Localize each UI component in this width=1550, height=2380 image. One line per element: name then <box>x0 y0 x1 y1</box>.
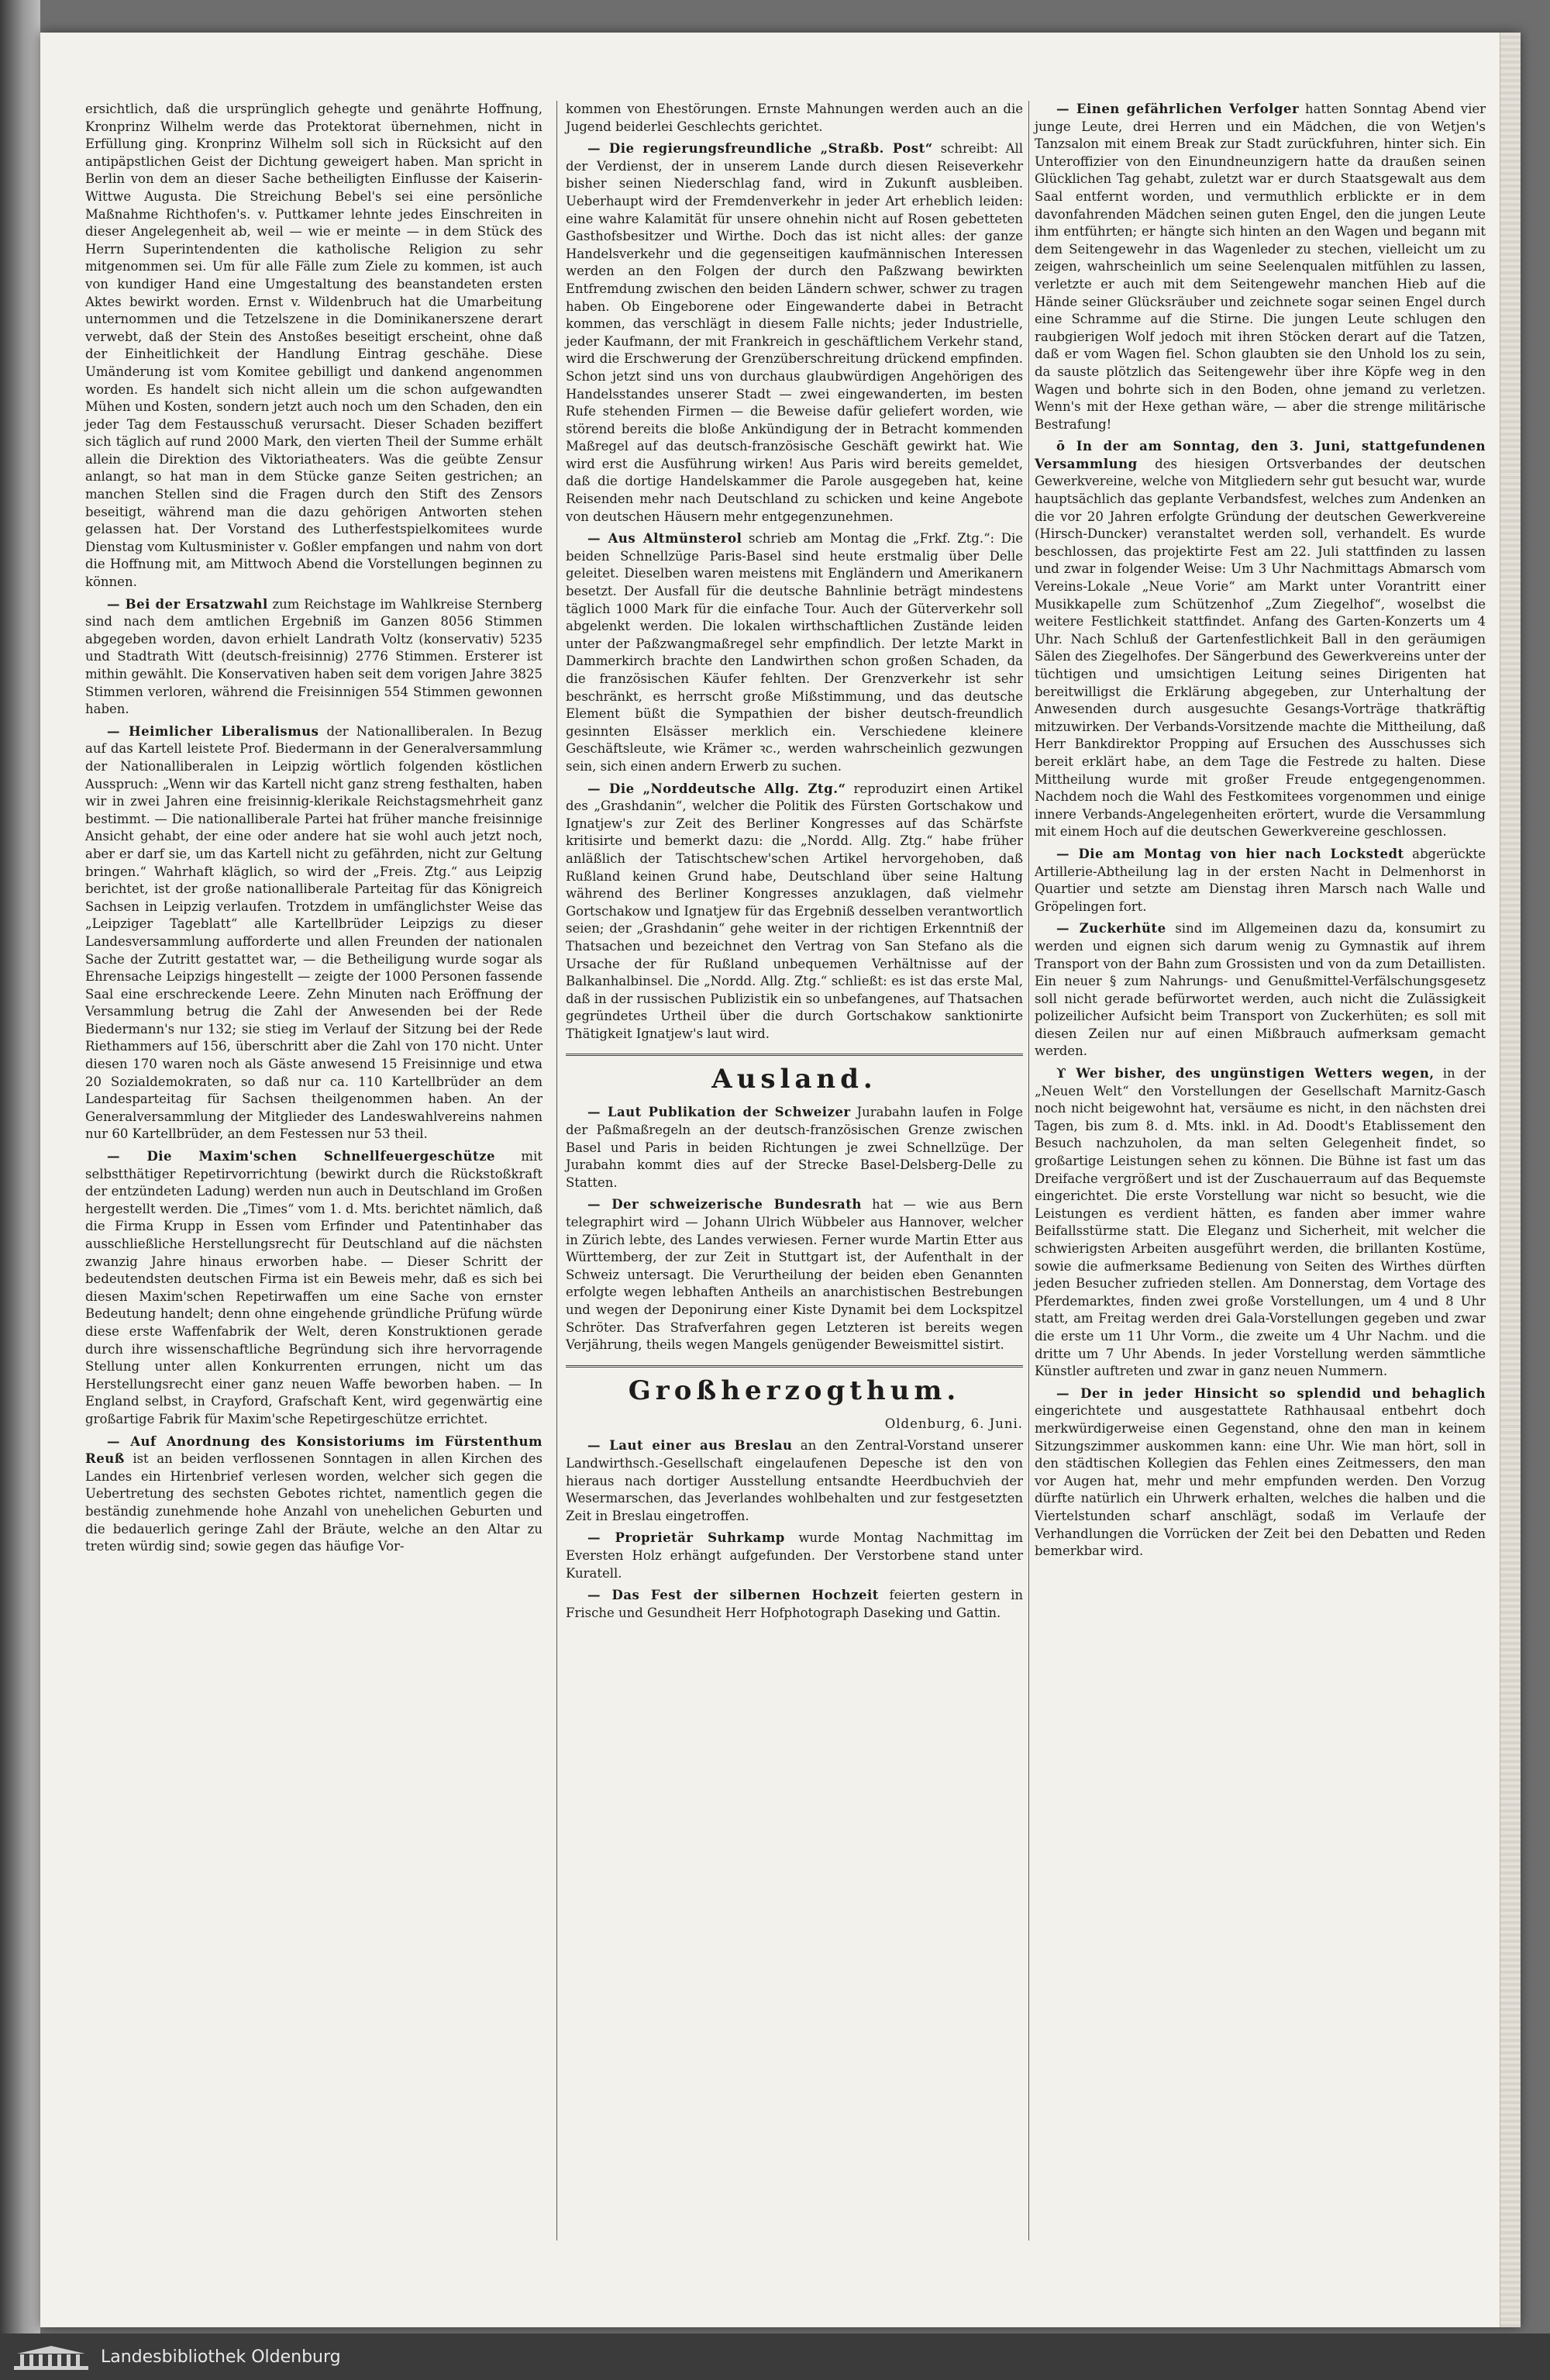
article-text: des hiesigen Ortsverbandes der deutschen Gewerkvereine, welche von Mitgliedern sehr gut besucht war, wurde hauptsächlich das geplante Verbandsfest, welches zum Andenken an die vor 20 Jahren erfolgte Gründung der deutschen Gewerkvereine (Hirsch-Duncker) veranstaltet werden soll, verhandelt. Es wurde beschlossen, das projektirte Fest am 22. Juli stattfinden zu lassen und zwar in folgender Weise: Um 3 Uhr Nachmittags Abmarsch vom Vereins-Lokale „Neue Vorie“ am Markt unter Vorantritt einer Musikkapelle zum Schützenhof „Zum Ziegelhof“, woselbst die weitere Festlichkeit stattfindet. Anfang des Garten-Konzerts um 4 Uhr. Nach Schluß der Gartenfestlichkeit Ball in den geräumigen Sälen des Ziegelhofes. Der Sängerbund des Gewerkvereins unter der tüchtigen und umsichtigen Leitung seines Dirigenten hat bereitwilligst die Erklärung abgegeben, zur Unterhaltung der Anwesenden durch ausgesuchte Gesangs-Vorträge thatkräftig mitzuwirken. Der Verbands-Vorsitzende machte die Mittheilung, daß Herr Bankdirektor Propping auf Ersuchen des Ausschusses sich bereit erklärt habe, an dem Tage die Festrede zu halten. Diese Mittheilung wurde mit großer Freude entgegengenommen. Nachdem noch die Wahl des Festkomitees vorgenommen und einige innere Verbands-Angelegenheiten erörtert, wurde die Versammlung mit einem Hoch auf die deutschen Gewerkvereine geschlossen. <box>1035 456 1486 840</box>
article-paragraph <box>566 530 1023 775</box>
article-text: der Nationalliberalen. In Bezug auf das Kartell leistete Prof. Biedermann in der Generalversammlung der Nationalliberalen in Leipzig wörtlich folgenden köstlichen Ausspruch: „Wenn wir das Kartell nicht ganz streng festhalten, haben wir in zwei Jahren eine freisinnig-klerikale Reichstagsmehrheit ganz bestimmt. — Die nationalliberale Partei hat früher manche freisinnige Ansicht gehabt, der eine oder andere hat sie wohl auch jetzt noch, aber er darf sie, um das Kartell nicht zu gefährden, nicht zur Geltung bringen.“ Wahrhaft kläglich, so wird der „Freis. Ztg.“ aus Leipzig berichtet, ist der große nationalliberale Parteitag für das Königreich Sachsen in Leipzig verlaufen. Trotzdem in umfänglichster Weise das „Leipziger Tageblatt“ alle Kartellbrüder Leipzigs zu dieser Landesversammlung aufforderte und allen Freunden der nationalen Sache der Zutritt gestattet war, — die Betheiligung wurde sogar als Ehrensache Leipzigs hingestellt — zeigte der 1000 Personen fassende Saal eine erschreckende Leere. Zehn Minuten nach Eröffnung der Versammlung betrug die Zahl der Anwesenden bei der Rede Biedermann's nur 132; sie stieg im Verlauf der Sitzung bei der Rede Riethammers auf 156, überschritt aber die Zahl von 170 nicht. Unter diesen 170 waren noch als Gäste anwesend 15 Freisinnige und etwa 20 Sozialdemokraten, so daß nur ca. 110 Kartellbrüder an dem Landesparteitag für Sachsen theilgenommen haben. An der Generalversammlung der Mitglieder des Landeswahlvereins nahmen nur 60 Kartellbrüder, an dem Festessen nur 53 theil. <box>85 723 542 1142</box>
column-divider-2 <box>1028 101 1029 2240</box>
dateline: Oldenburg, 6. Juni. <box>884 1416 1023 1431</box>
article-lead: — Die regierungsfreundliche „Straßb. Post“ <box>587 141 933 157</box>
article-lead: — Aus Altmünsterol <box>587 531 742 547</box>
article-text: schrieb am Montag die „Frkf. Ztg.“: Die beiden Schnellzüge Paris-Basel sind heute erstmalig über Delle geleitet. Dieselben waren meistens mit Engländern und Amerikanern besetzt. Der Ausfall für die deutsche Bahnlinie beträgt mindestens täglich 1000 Mark für die einfache Tour. Auch der Güterverkehr soll abgelenkt werden. Die lokalen wirthschaftlichen Zustände leiden unter der Paßzwangmaßregel sehr empfindlich. Der letzte Markt in Dammerkirch brachte den Landwirthen schon großen Schaden, da die französischen Käufer fehlten. Der Grenzverkehr ist sehr beschränkt, es herrscht große Mißstimmung, und das deutsche Element büßt die Sympathien der bisher deutsch-freundlich gesinnten Elsässer merklich ein. Verschiedene kleinere Geschäftsleute, wie Krämer ꝛc., werden wahrscheinlich gezwungen sein, sich einen andern Erwerb zu suchen. <box>566 531 1023 774</box>
library-building-icon <box>14 2344 88 2371</box>
article-text: ist an beiden verflossenen Sonntagen in allen Kirchen des Landes ein Hirtenbrief verlesen worden, welcher sich gegen die Uebertretung des sechsten Gebotes richtet, namentlich gegen die beständig zunehmende hohe Anzahl von unehelichen Geburten und die bedauerlich geringe Zahl der Bräute, welche an den Altar zu treten würdig sind; sowie gegen das häufige Vor- <box>85 1451 542 1554</box>
article-paragraph <box>1035 920 1486 1061</box>
article-paragraph <box>566 101 1023 136</box>
article-lead: ō In der am Sonntag, den 3. Juni, stattgefundenen Versammlung <box>1035 439 1486 471</box>
article-paragraph <box>566 1587 1023 1622</box>
article-lead: — Laut einer aus Breslau <box>587 1438 793 1454</box>
article-text: kommen von Ehestörungen. Ernste Mahnungen werden auch an die Jugend beiderlei Geschlechts gerichtet. <box>566 102 1023 134</box>
article-paragraph <box>85 596 542 719</box>
article-lead: — Die am Montag von hier nach Lockstedt <box>1056 846 1404 861</box>
article-text: schreibt: All der Verdienst, der in unserem Lande durch diesen Reiseverkehr bisher seinen Niederschlag fand, wird in Zukunft ausbleiben. Ueberhaupt wird der Fremdenverkehr in jeder Art erheblich leiden: eine wahre Kalamität für unsere ohnehin nicht auf Rosen gebetteten Gasthofsbesitzer und Wirthe. Doch das ist nicht alles: der ganze Handelsverkehr und die gegenseitigen kaufmännischen Interessen werden an den Folgen der durch den Paßzwang bewirkten Entfremdung zwischen den beiden Ländern schwer, schwer zu tragen haben. Ob Eingeborene oder Eingewanderte dabei in Betracht kommen, das verschlägt in diesem Falle nichts; jeder Industrielle, jeder Kaufmann, der mit Frankreich in geschäftlichem Verkehr stand, wird die Erschwerung der Grenzüberschreitung drückend empfinden. Schon jetzt sind uns von durchaus glaubwürdigen Angehörigen des Handelsstandes unserer Stadt — zwei eingewanderten, im besten Rufe stehenden Firmen — die Beweise dafür geliefert worden, wie störend bereits die bloße Ankündigung der in Betracht kommenden Maßregel auf das deutsch-französische Geschäft gewirkt hat. Wie wird erst die Ausführung wirken! Aus Paris wird bereits gemeldet, daß die dortige Handelskammer die Parole ausgegeben hat, keine Reisenden mehr nach Deutschland zu schicken und keine Angebote von deutschen Häusern mehr entgegenzunehmen. <box>566 141 1023 524</box>
article-paragraph <box>85 101 542 592</box>
article-paragraph <box>566 1104 1023 1192</box>
library-credit: Landesbibliothek Oldenburg <box>101 2347 341 2367</box>
article-text: hatten Sonntag Abend vier junge Leute, drei Herren und ein Mädchen, die von Wetjen's Tanzsalon mit einem Break zur Stadt zurückfuhren, hinter sich. Ein Unteroffizier von den Einundneunzigern hatte da draußen seinen Glücklichen Tag gehabt, zuletzt war er durch Staatsgewalt aus dem Saal entfernt worden, und vermuthlich erblickte er in dem davonfahrenden Mädchen seinen guten Engel, den die jungen Leute ihm entführten; er hängte sich hinten an den Wagen und begann mit dem Seitengewehr in das Wagenleder zu stechen, vielleicht um zu zeigen, wahrscheinlich um seine Seelenqualen mitfühlen zu lassen, verletzte er auch mit dem Seitengewehr manchen Hieb auf die Hände seiner Glücksräuber und zeichnete sogar seinen Engel durch eine Schramme auf die Stirne. Die jungen Leute schlugen den raubgierigen Wolf jedoch mit ihren Stöcken derart auf die Tatzen, daß er vom Wagen fiel. Schon glaubten sie den Unhold los zu sein, da sauste plötzlich das Seitengewehr über ihre Köpfe weg in den Wagen und bohrte sich in den Boden, ohne jemand zu verletzen. Wenn's mit der Hexe gethan wäre, — aber die strenge militärische Bestrafung! <box>1035 102 1486 432</box>
section-heading-grossherzogthum: Großherzogthum. <box>566 1365 1023 1408</box>
article-paragraph <box>566 1530 1023 1582</box>
article-text: feierten gestern in Frische und Gesundheit Herr Hofphotograph Daseking und Gattin. <box>566 1588 1023 1620</box>
article-paragraph <box>85 1433 542 1556</box>
article-text: abgerückte Artillerie-Abtheilung lag in der ersten Nacht in Delmenhorst in Quartier und setzte am Dienstag ihren Marsch nach Walle und Gröpelingen fort. <box>1035 846 1486 914</box>
article-paragraph <box>566 140 1023 526</box>
article-lead: — Einen gefährlichen Verfolger <box>1056 102 1300 116</box>
column-2 <box>566 101 1023 1626</box>
article-paragraph <box>1035 101 1486 433</box>
article-lead: — Proprietär Suhrkamp <box>587 1530 785 1546</box>
article-text: Jurabahn laufen in Folge der Paßmaßregeln an der deutsch-französischen Grenze zwischen Basel und Paris in beiden Richtungen je zwei Schnellzüge. Der Jurabahn kommt dies auf der Strecke Basel-Delsberg-Delle zu Statten. <box>566 1105 1023 1190</box>
article-text: mit selbstthätiger Repetirvorrichtung (bewirkt durch die Rückstoßkraft der entzündeten Ladung) werden nun auch in Deutschland im Großen hergestellt werden. Die „Times“ vom 1. d. Mts. berichtet nämlich, daß die Firma Krupp in Essen vom Erfinder und Patentinhaber das ausschließliche Herstellungsrecht für Deutschland auf die nächsten zwanzig Jahre hinaus erworben habe. — Dieser Schritt der bedeutendsten deutschen Firma ist ein Beweis mehr, daß es sich bei diesen Maxim'schen Repetirwaffen um eine Sache von ernster Bedeutung handelt; denn ohne eingehende gründliche Prüfung würde diese erste Waffenfabrik der Welt, deren Konstruktionen gerade durch ihre wissenschaftliche Begründung sich ihre hervorragende Stellung unter allen Konkurrenten errungen, nicht um das Herstellungsrecht einer ganz neuen Waffe beworben haben. — In England selbst, in Crayford, Grafschaft Kent, wird gegenwärtig eine großartige Fabrik für Maxim'sche Repetirgeschütze errichtet. <box>85 1149 542 1426</box>
next-page-edge <box>1500 33 1521 2327</box>
article-lead: — Zuckerhüte <box>1056 921 1166 936</box>
article-lead: — Der schweizerische Bundesrath <box>587 1197 862 1212</box>
article-text: eingerichtete und ausgestattete Rathhausaal entbehrt doch merkwürdigerweise einen Gegenstand, ohne den man in keinem Sitzungszimmer auskommen kann: eine Uhr. Wie man hört, soll in den städtischen Kollegien das Fehlen eines Zeitmessers, den man vor Augen hat, mehr und mehr empfunden werden. Den Vorzug dürfte natürlich ein Uhrwerk erhalten, welches die halben und die Viertelstunden scharf anschlägt, sodaß im Verlaufe der Verhandlungen die Vorrücken der Zeit bei den Debatten und Reden bemerkbar wird. <box>1035 1403 1486 1559</box>
column-1 <box>85 101 542 1561</box>
article-lead: — Heimlicher Liberalismus <box>107 723 319 739</box>
article-text: reproduzirt einen Artikel des „Grashdanin“, welcher die Politik des Fürsten Gortschakow und Ignatjew's zur Zeit des Berliner Kongresses auf das Schärfste kritisirte und bemerkt dazu: die „Nordd. Allg. Ztg.“ habe früher anläßlich der Tatischtschew'schen Artikel hervorgehoben, daß Rußland keinen Grund habe, Deutschland über seine Haltung während des Berliner Kongresses anzuklagen, daß vielmehr Gortschakow und Ignatjew für das Ergebniß desselben verantwortlich seien; der „Grashdanin“ gehe weiter in der richtigen Erkenntniß der Thatsachen und bezeichnet den Vertrag von San Stefano als die Ursache der für Rußland unbequemen Verhältnisse auf der Balkanhalbinsel. Die „Nordd. Allg. Ztg.“ schließt: es ist das erste Mal, daß in der russischen Publizistik ein so unbefangenes, auf Thatsachen gegründetes Urtheil über die durch Gortschakow sanktionirte Thätigkeit Ignatjew's laut wird. <box>566 781 1023 1041</box>
article-text: ersichtlich, daß die ursprünglich gehegte und genährte Hoffnung, Kronprinz Wilhelm werde das Protektorat übernehmen, nicht in Erfüllung ging. Kronprinz Wilhelm soll sich in Rücksicht auf den antipäpstlichen Geist der Dichtung geweigert haben. Man spricht in Berlin von dem an dieser Sache betheiligten Einflusse der Kaiserin-Wittwe Augusta. Die Streichung Bebel's sei eine persönliche Maßnahme Richthofen's. v. Puttkamer lehnte jedes Einschreiten in dieser Angelegenheit ab, weil — wie er meinte — in dem Stück des Herrn Superintendenten die katholische Religion zu sehr mitgenommen sei. Um für alle Fälle zum Ziele zu kommen, ist auch von kundiger Hand eine Umgestaltung des beanstandeten ersten Aktes bewirkt worden. Ernst v. Wildenbruch hat die Umarbeitung unternommen und die Tetzelszene in die Dominikanerszene derart verwebt, daß der Stein des Anstoßes beseitigt erscheint, ohne daß der Einheitlichkeit der Handlung Eintrag geschähe. Diese Umänderung ist vom Komitee gebilligt und dankend angenommen worden. Es handelt sich nicht allein um die schon aufgewandten Mühen und Kosten, sondern jetzt auch noch um den Schaden, den ein jeder Tag dem Festausschuß verursacht. Dieser Schaden beziffert sich täglich auf rund 2000 Mark, den vierten Theil der Summe erhält allein die Direktion des Viktoriatheaters. Was die geübte Zensur anlangt, so hat man in dem Stücke ganze Seiten gestrichen; an manchen Stellen sind die Fragen durch den Stift des Zensors beseitigt, während man die dazu gehörigen Antworten stehen gelassen hat. Der Vorstand des Lutherfestspielkomitees wurde Dienstag vom Kultusminister v. Goßler empfangen und nahm von dort die Hoffnung mit, am Mittwoch Abend die Vorstellungen beginnen zu können. <box>85 102 542 590</box>
article-lead: — Bei der Ersatzwahl <box>107 596 268 612</box>
column-3 <box>1035 101 1486 1565</box>
book-gutter-shadow <box>0 0 40 2380</box>
article-lead: — Auf Anordnung des Konsistoriums im Fürstenthum Reuß <box>85 1433 542 1467</box>
section-heading-ausland: Ausland. <box>566 1054 1023 1096</box>
article-text: wurde Montag Nachmittag im Eversten Holz erhängt aufgefunden. Der Verstorbene stand unter Kuratell. <box>566 1530 1023 1581</box>
article-paragraph <box>1035 1385 1486 1561</box>
article-paragraph <box>566 781 1023 1043</box>
article-lead: — Die „Norddeutsche Allg. Ztg.“ <box>587 781 846 796</box>
article-text: zum Reichstage im Wahlkreise Sternberg sind nach dem amtlichen Ergebniß im Ganzen 8056 Stimmen abgegeben worden, davon erhielt Landrath Voltz (konservativ) 5235 und Stadtrath Witt (deutsch-freisinnig) 2776 Stimmen. Ersterer ist mithin gewählt. Die Konservativen haben seit dem vorigen Jahre 3825 Stimmen verloren, während die Freisinnigen 554 Stimmen gewonnen haben. <box>85 596 542 717</box>
article-paragraph <box>1035 846 1486 916</box>
article-paragraph <box>1035 1065 1486 1381</box>
article-paragraph <box>566 1196 1023 1354</box>
article-text: hat — wie aus Bern telegraphirt wird — Johann Ulrich Wübbeler aus Hannover, welcher in Zürich lebte, des Landes verwiesen. Ferner wurde Martin Etter aus Württemberg, der zur Zeit in Stuttgart ist, der Aufenthalt in der Schweiz untersagt. Die Verurtheilung der beiden eben Genannten erfolgte wegen lebhaften Antheils an anarchistischen Bestrebungen und wegen der Deponirung einer Kiste Dynamit bei dem Lockspitzel Schröter. Das Strafverfahren gegen Letzteren ist bereits wegen Verjährung, theils wegen Mangels genügender Beweismittel sistirt. <box>566 1197 1023 1353</box>
article-text: an den Zentral-Vorstand unserer Landwirthsch.-Gesellschaft eingelaufenen Depesche ist den von hieraus nach dortiger Ausstellung entsandte Heerdbuchvieh der Wesermarschen, das Jeverlandes wohlbehalten und zur festgesetzten Zeit in Breslau eingetroffen. <box>566 1438 1023 1523</box>
article-text: sind im Allgemeinen dazu da, konsumirt zu werden und eignen sich darum wenig zu Gymnastik auf ihrem Transport von der Bahn zum Grossisten und von da zum Detaillisten. Ein neuer § zum Nahrungs- und Genußmittel-Verfälschungsgesetz soll nicht gerade befürwortet werden, auch nicht die Zulässigkeit polizeilicher Aufsicht beim Transport von Zuckerhüten; es soll mit diesen Zeilen nur auf einen Mißbrauch aufmerksam gemacht werden. <box>1035 921 1486 1059</box>
viewer-footer-bar <box>0 2333 1550 2380</box>
article-lead: — Die Maxim'schen Schnellfeuergeschütze <box>107 1149 495 1164</box>
article-paragraph <box>85 1148 542 1429</box>
column-divider-1 <box>556 101 557 2240</box>
article-paragraph <box>1035 438 1486 841</box>
article-lead: — Der in jeder Hinsicht so splendid und behaglich <box>1056 1385 1486 1401</box>
article-lead: — Laut Publikation der Schweizer <box>587 1105 851 1120</box>
article-paragraph <box>85 723 542 1143</box>
article-lead: — Das Fest der silbernen Hochzeit <box>587 1588 879 1603</box>
article-text: in der „Neuen Welt“ den Vorstellungen der Gesellschaft Marnitz-Gasch noch nicht beigewohnt hat, versäume es nicht, in den nächsten drei Tagen, bis zum 8. d. Mts. inkl. in Ad. Doodt's Etablissement den Besuch nachzuholen, da man selten Gelegenheit findet, so großartige Leistungen sehen zu können. Die Bühne ist fast um das Dreifache vergrößert und ist der Zuschauerraum auf das Bequemste eingerichtet. Die erste Vorstellung war nicht so besucht, wie die Leistungen es verdient hätten, es fanden aber immer wahre Beifallsstürme statt. Die Eleganz und Sicherheit, mit welcher die schwierigsten Arbeiten ausgeführt werden, die brillanten Kostüme, sowie die aufmerksame Bedienung von Seiten des Wirthes dürften jeden Besucher zufrieden stellen. Am Donnerstag, dem Vortage des Pferdemarktes, finden zwei große Vorstellungen, um 4 und 8 Uhr statt, am Freitag werden drei Gala-Vorstellungen gegeben und zwar die erste um 11 Uhr Vorm., die zweite um 4 Uhr Nachm. und die dritte um 7 Uhr Abends. In jeder Vorstellung werden sämmtliche Künstler auftreten und zwar in ganz neuen Nummern. <box>1035 1066 1486 1379</box>
article-paragraph <box>566 1437 1023 1525</box>
article-lead: ϒ Wer bisher, des ungünstigen Wetters wegen, <box>1056 1066 1435 1081</box>
